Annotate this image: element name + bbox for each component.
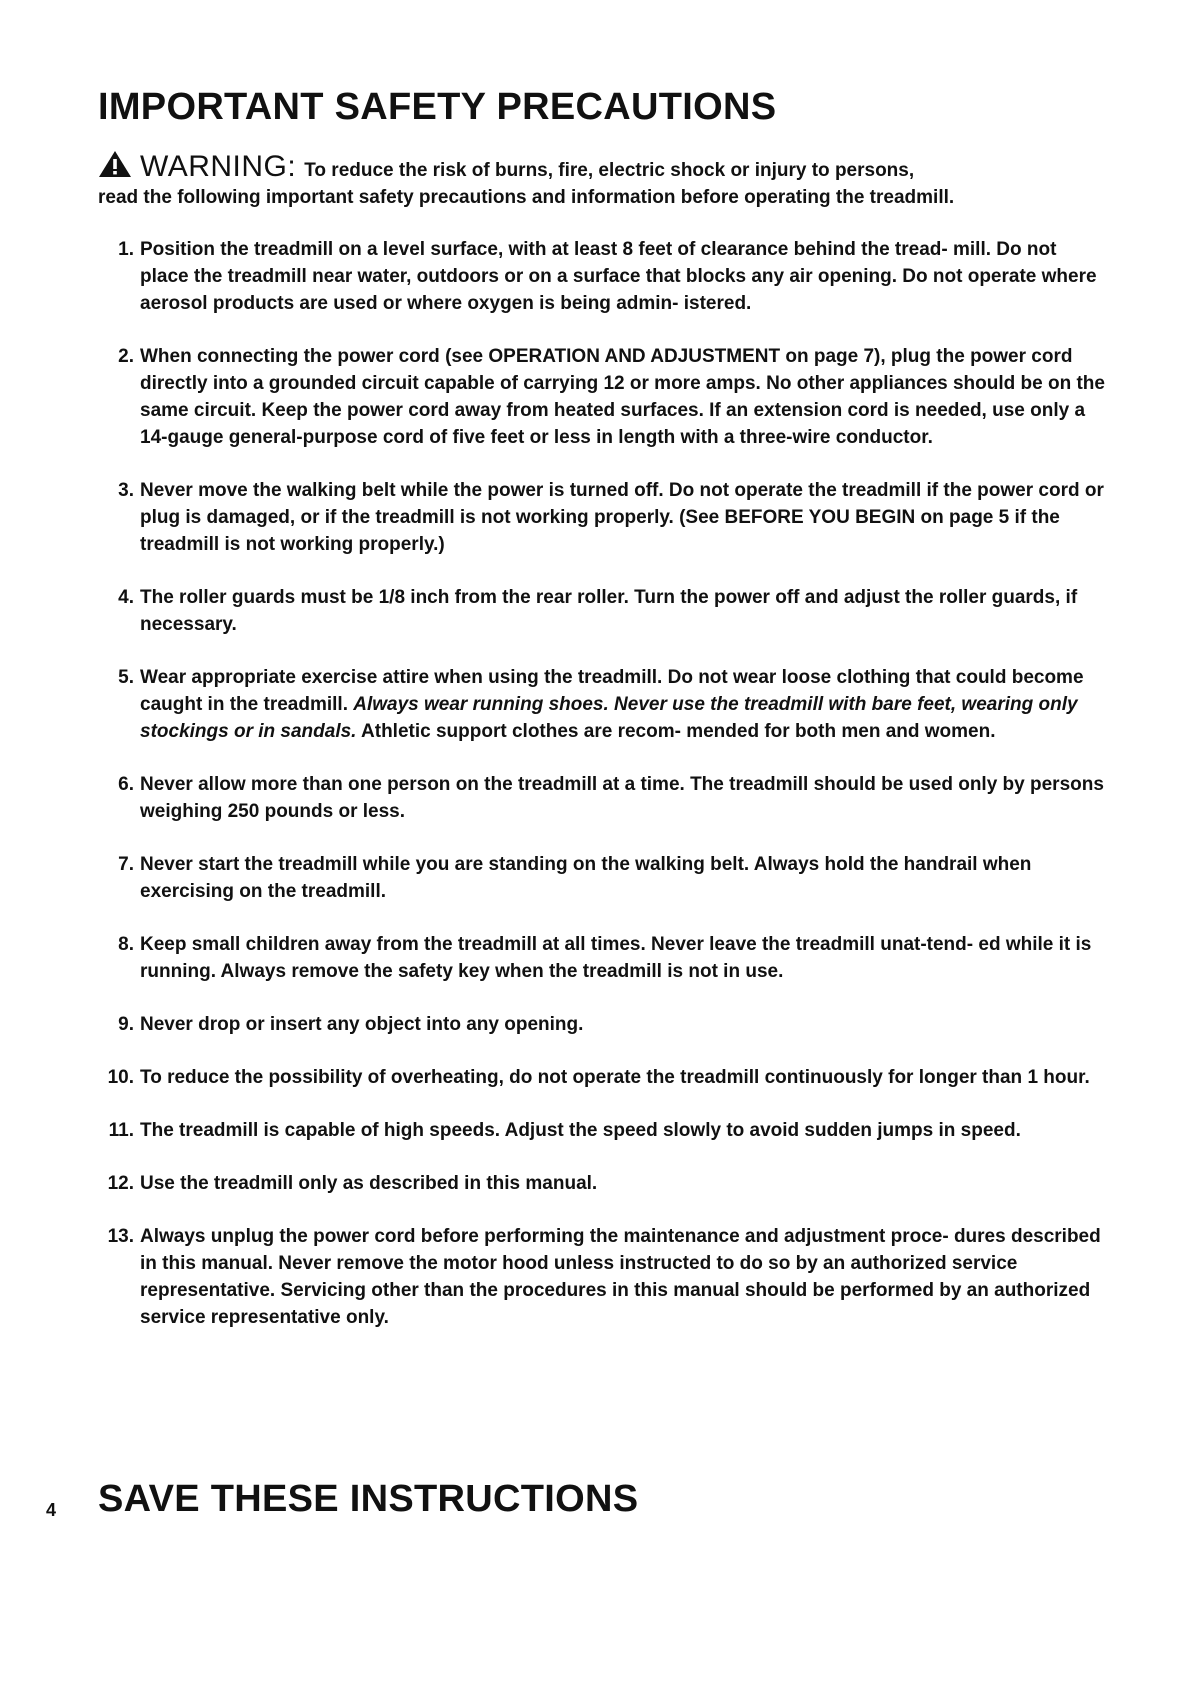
item-text: Always unplug the power cord before performing the maintenance and adjustment proce- dures described in this manual. Never remove the motor hood unless instructed to do so by an authorized service representative. Servicing other than the procedures in this manual should be performed by an authorized service representative only.: [140, 1226, 1101, 1328]
item-text: To reduce the possibility of overheating, do not operate the treadmill continuously for longer than 1 hour.: [140, 1067, 1090, 1088]
item-number: 4.: [118, 587, 134, 608]
item-text: When connecting the power cord (see OPERATION AND ADJUSTMENT on page 7), plug the power cord directly into a grounded circuit capable of carrying 12 or more amps. No other appliances should be on the same circuit. Keep the power cord away from heated surfaces. If an extension cord is needed, use only a 14-gauge general-purpose cord of five feet or less in length with a three-wire conductor.: [140, 346, 1105, 448]
item-text-italic: Always wear running shoes. Never use the treadmill with bare feet, wearing only stockings or in sandals.: [140, 694, 1078, 742]
item-text: The roller guards must be 1/8 inch from the rear roller. Turn the power off and adjust the roller guards, if necessary.: [140, 587, 1078, 635]
item-number: 10.: [107, 1067, 134, 1088]
item-text: Wear appropriate exercise attire when using the treadmill. Do not wear loose clothing that could become caught in the treadmill.: [140, 667, 1084, 715]
page-title: IMPORTANT SAFETY PRECAUTIONS: [98, 86, 777, 128]
item-number: 13.: [107, 1226, 134, 1247]
item-number: 8.: [118, 934, 134, 955]
list-item: [98, 477, 1108, 558]
item-number: 7.: [118, 854, 134, 875]
warning-text-line-1: To reduce the risk of burns, fire, electric shock or injury to persons,: [304, 160, 915, 181]
list-item: [98, 1223, 1108, 1331]
list-item: [98, 1170, 1108, 1197]
item-number: 9.: [118, 1014, 134, 1035]
list-item: [98, 236, 1108, 317]
footer-title: SAVE THESE INSTRUCTIONS: [98, 1478, 639, 1520]
item-text: Never allow more than one person on the treadmill at a time. The treadmill should be used only by persons weighing 250 pounds or less.: [140, 774, 1104, 822]
item-number: 5.: [118, 667, 134, 688]
item-text: Use the treadmill only as described in this manual.: [140, 1173, 598, 1194]
item-number: 3.: [118, 480, 134, 501]
item-number: 1.: [118, 239, 134, 260]
warning-notice: [98, 150, 1108, 211]
item-number: 12.: [107, 1173, 134, 1194]
item-text: The treadmill is capable of high speeds. Adjust the speed slowly to avoid sudden jumps in speed.: [140, 1120, 1021, 1141]
item-text: Keep small children away from the treadmill at all times. Never leave the treadmill unat-tend- ed while it is running. Always remove the safety key when the treadmill is not in use.: [140, 934, 1092, 982]
warning-text-line-2: read the following important safety precautions and information before operating the treadmill.: [98, 187, 955, 208]
item-text: Never move the walking belt while the power is turned off. Do not operate the treadmill if the power cord or plug is damaged, or if the treadmill is not working properly. (See BEFORE YOU BEGIN on page 5 if the treadmill is not working properly.): [140, 480, 1104, 555]
item-text: Never drop or insert any object into any opening.: [140, 1014, 584, 1035]
list-item: [98, 1117, 1108, 1144]
list-item: [98, 1011, 1108, 1038]
item-text: Position the treadmill on a level surface, with at least 8 feet of clearance behind the tread- mill. Do not place the treadmill near water, outdoors or on a surface that blocks any air opening. Do not operate where aerosol products are used or where oxygen is being admin- istered.: [140, 239, 1097, 314]
item-number: 2.: [118, 346, 134, 367]
page-footer: [40, 1478, 1140, 1528]
item-number: 11.: [108, 1120, 134, 1141]
list-item: [98, 851, 1108, 905]
page-number: 4: [46, 1500, 57, 1520]
list-item: [98, 771, 1108, 825]
list-item: [98, 664, 1108, 745]
list-item: [98, 343, 1108, 451]
precautions-list: [98, 236, 1108, 1357]
warning-label: WARNING:: [140, 150, 297, 183]
list-item: [98, 931, 1108, 985]
item-number: 6.: [118, 774, 134, 795]
warning-triangle-icon: [98, 150, 132, 178]
list-item: [98, 584, 1108, 638]
list-item: [98, 1064, 1108, 1091]
item-text: Athletic support clothes are recom- mended for both men and women.: [356, 721, 996, 742]
item-text: Never start the treadmill while you are standing on the walking belt. Always hold the handrail when exercising on the treadmill.: [140, 854, 1032, 902]
